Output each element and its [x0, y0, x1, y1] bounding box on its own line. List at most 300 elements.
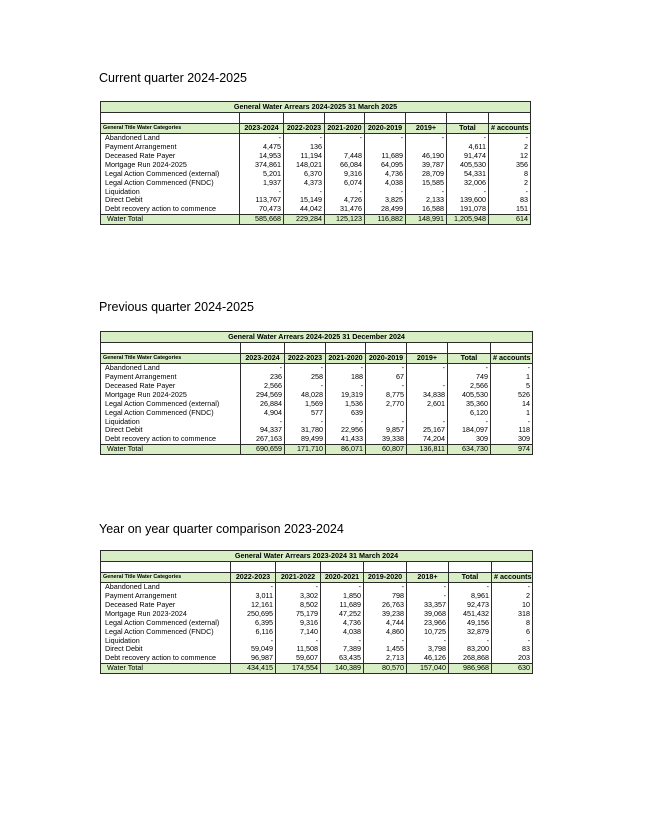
- spacer-cell: [285, 343, 326, 354]
- value-cell: 267,163: [241, 435, 285, 444]
- value-cell: 151: [489, 205, 531, 214]
- value-cell: -: [365, 187, 406, 196]
- value-cell: 2: [489, 143, 531, 152]
- value-cell: 74,204: [407, 435, 448, 444]
- spacer-cell: [284, 113, 325, 124]
- value-cell: 191,078: [447, 205, 489, 214]
- value-cell: 118: [491, 426, 533, 435]
- value-cell: 3,011: [231, 592, 276, 601]
- value-cell: 92,473: [449, 601, 492, 610]
- spacer-row: [101, 113, 531, 124]
- value-cell: 11,194: [284, 152, 325, 161]
- value-cell: 1,569: [285, 400, 326, 409]
- total-value: 140,389: [321, 664, 364, 674]
- value-cell: -: [491, 364, 533, 373]
- value-cell: 1,850: [321, 592, 364, 601]
- value-cell: 8: [492, 619, 533, 628]
- value-cell: 83: [492, 645, 533, 654]
- value-cell: -: [407, 592, 449, 601]
- value-cell: 203: [492, 654, 533, 663]
- table-row: [101, 627, 533, 636]
- total-value: 690,659: [241, 445, 285, 455]
- value-cell: 258: [285, 373, 326, 382]
- value-cell: -: [364, 583, 407, 592]
- value-cell: 2: [489, 178, 531, 187]
- total-row: [101, 215, 531, 225]
- value-cell: -: [326, 417, 366, 426]
- table-title-row: [101, 332, 533, 343]
- value-cell: 25,167: [407, 426, 448, 435]
- value-cell: -: [449, 583, 492, 592]
- value-cell: -: [321, 636, 364, 645]
- value-cell: -: [326, 382, 366, 391]
- value-cell: 59,049: [231, 645, 276, 654]
- category-cell: Liquidation: [101, 636, 231, 645]
- table-row: [101, 143, 531, 152]
- column-header: 2022-2023: [231, 573, 276, 583]
- value-cell: 46,126: [407, 654, 449, 663]
- value-cell: 6,120: [448, 408, 491, 417]
- value-cell: 4,475: [240, 143, 284, 152]
- value-cell: 2,770: [366, 400, 407, 409]
- table-row: [101, 161, 531, 170]
- value-cell: 64,095: [365, 161, 406, 170]
- value-cell: 1: [491, 373, 533, 382]
- category-cell: Deceased Rate Payer: [101, 382, 241, 391]
- value-cell: [406, 143, 447, 152]
- value-cell: 451,432: [449, 610, 492, 619]
- spacer-cell: [366, 343, 407, 354]
- value-cell: -: [407, 417, 448, 426]
- header-row: [101, 354, 533, 364]
- total-value: 229,284: [284, 215, 325, 225]
- value-cell: 16,588: [406, 205, 447, 214]
- value-cell: 8: [489, 170, 531, 179]
- category-cell: Direct Debit: [101, 196, 240, 205]
- category-cell: Mortgage Run 2024-2025: [101, 161, 240, 170]
- value-cell: 8,775: [366, 391, 407, 400]
- value-cell: 7,448: [325, 152, 365, 161]
- value-cell: -: [447, 187, 489, 196]
- category-cell: Debt recovery action to commence: [101, 435, 241, 444]
- header-row: [101, 124, 531, 134]
- column-header: Total: [449, 573, 492, 583]
- value-cell: 39,338: [366, 435, 407, 444]
- value-cell: 46,190: [406, 152, 447, 161]
- category-cell: Liquidation: [101, 187, 240, 196]
- spacer-cell: [489, 113, 531, 124]
- value-cell: 19,319: [326, 391, 366, 400]
- value-cell: 184,097: [448, 426, 491, 435]
- value-cell: 2,566: [448, 382, 491, 391]
- spacer-cell: [231, 562, 276, 573]
- total-row: [101, 664, 533, 674]
- value-cell: 7,140: [276, 627, 321, 636]
- table-row: [101, 610, 533, 619]
- column-header: 2019+: [406, 124, 447, 134]
- total-value: 125,123: [325, 215, 365, 225]
- value-cell: 309: [448, 435, 491, 444]
- column-header: # accounts: [492, 573, 533, 583]
- value-cell: -: [240, 134, 284, 143]
- value-cell: -: [325, 134, 365, 143]
- table-row: [101, 196, 531, 205]
- category-cell: Legal Action Commenced (FNDC): [101, 408, 241, 417]
- column-header: 2023-2024: [241, 354, 285, 364]
- value-cell: 2,566: [241, 382, 285, 391]
- value-cell: 75,179: [276, 610, 321, 619]
- spacer-cell: [101, 113, 240, 124]
- value-cell: 4,860: [364, 627, 407, 636]
- value-cell: -: [447, 134, 489, 143]
- value-cell: -: [240, 187, 284, 196]
- value-cell: [365, 143, 406, 152]
- column-header: 2019+: [407, 354, 448, 364]
- value-cell: 39,787: [406, 161, 447, 170]
- spacer-cell: [365, 113, 406, 124]
- section-heading: Current quarter 2024-2025: [99, 71, 248, 85]
- value-cell: 6,370: [284, 170, 325, 179]
- column-header: Total: [447, 124, 489, 134]
- spacer-cell: [101, 562, 231, 573]
- value-cell: -: [231, 583, 276, 592]
- value-cell: 1,455: [364, 645, 407, 654]
- table-title-row: [101, 102, 531, 113]
- value-cell: 70,473: [240, 205, 284, 214]
- total-value: 614: [489, 215, 531, 225]
- value-cell: -: [449, 636, 492, 645]
- value-cell: -: [276, 583, 321, 592]
- column-header: 2020-2019: [365, 124, 406, 134]
- category-cell: Abandoned Land: [101, 134, 240, 143]
- category-cell: Deceased Rate Payer: [101, 601, 231, 610]
- value-cell: 10,725: [407, 627, 449, 636]
- value-cell: 49,156: [449, 619, 492, 628]
- spacer-cell: [406, 113, 447, 124]
- spacer-cell: [240, 113, 284, 124]
- value-cell: 7,389: [321, 645, 364, 654]
- total-value: 434,415: [231, 664, 276, 674]
- category-cell: Payment Arrangement: [101, 592, 231, 601]
- value-cell: 39,238: [364, 610, 407, 619]
- value-cell: 10: [492, 601, 533, 610]
- column-header: 2022-2023: [284, 124, 325, 134]
- value-cell: -: [276, 636, 321, 645]
- total-value: 148,991: [406, 215, 447, 225]
- value-cell: 136: [284, 143, 325, 152]
- value-cell: 5: [491, 382, 533, 391]
- value-cell: 28,709: [406, 170, 447, 179]
- spacer-cell: [326, 343, 366, 354]
- table-row: [101, 152, 531, 161]
- value-cell: 15,585: [406, 178, 447, 187]
- category-cell: Liquidation: [101, 417, 241, 426]
- value-cell: -: [366, 382, 407, 391]
- total-value: 60,807: [366, 445, 407, 455]
- category-cell: Legal Action Commenced (external): [101, 619, 231, 628]
- value-cell: -: [364, 636, 407, 645]
- value-cell: -: [285, 364, 326, 373]
- spacer-cell: [407, 343, 448, 354]
- table-row: [101, 373, 533, 382]
- column-header: General Title Water Categories: [101, 354, 241, 364]
- total-value: 86,071: [326, 445, 366, 455]
- value-cell: 83,200: [449, 645, 492, 654]
- table-row: [101, 435, 533, 444]
- value-cell: 526: [491, 391, 533, 400]
- value-cell: 3,825: [365, 196, 406, 205]
- value-cell: 91,474: [447, 152, 489, 161]
- value-cell: 113,767: [240, 196, 284, 205]
- value-cell: 639: [326, 408, 366, 417]
- spacer-cell: [101, 343, 241, 354]
- value-cell: 39,068: [407, 610, 449, 619]
- value-cell: 4,736: [365, 170, 406, 179]
- value-cell: 12: [489, 152, 531, 161]
- spacer-cell: [448, 343, 491, 354]
- value-cell: 374,861: [240, 161, 284, 170]
- value-cell: 9,316: [276, 619, 321, 628]
- value-cell: 11,508: [276, 645, 321, 654]
- table-row: [101, 408, 533, 417]
- value-cell: -: [366, 364, 407, 373]
- header-row: [101, 573, 533, 583]
- value-cell: -: [366, 417, 407, 426]
- value-cell: 14: [491, 400, 533, 409]
- table-row: [101, 636, 533, 645]
- value-cell: 6: [492, 627, 533, 636]
- total-label: Water Total: [101, 445, 241, 455]
- value-cell: 96,987: [231, 654, 276, 663]
- value-cell: 63,435: [321, 654, 364, 663]
- value-cell: 8,961: [449, 592, 492, 601]
- column-header: General Title Water Categories: [101, 124, 240, 134]
- value-cell: 294,569: [241, 391, 285, 400]
- total-value: 630: [492, 664, 533, 674]
- total-value: 974: [491, 445, 533, 455]
- value-cell: 4,736: [321, 619, 364, 628]
- table-row: [101, 601, 533, 610]
- value-cell: 14,953: [240, 152, 284, 161]
- column-header: 2022-2023: [285, 354, 326, 364]
- value-cell: -: [448, 364, 491, 373]
- table-row: [101, 170, 531, 179]
- spacer-cell: [364, 562, 407, 573]
- value-cell: -: [326, 364, 366, 373]
- table-row: [101, 178, 531, 187]
- value-cell: 2,133: [406, 196, 447, 205]
- value-cell: 4,904: [241, 408, 285, 417]
- value-cell: 4,373: [284, 178, 325, 187]
- total-value: 157,040: [407, 664, 449, 674]
- category-cell: Direct Debit: [101, 426, 241, 435]
- value-cell: 1: [491, 408, 533, 417]
- table-row: [101, 417, 533, 426]
- column-header: # accounts: [491, 354, 533, 364]
- value-cell: 9,857: [366, 426, 407, 435]
- section-heading: Year on year quarter comparison 2023-2024: [99, 522, 344, 536]
- total-value: 136,811: [407, 445, 448, 455]
- value-cell: -: [231, 636, 276, 645]
- table-row: [101, 205, 531, 214]
- value-cell: 89,499: [285, 435, 326, 444]
- table-row: [101, 583, 533, 592]
- value-cell: 31,780: [285, 426, 326, 435]
- value-cell: 4,611: [447, 143, 489, 152]
- value-cell: 12,161: [231, 601, 276, 610]
- table-row: [101, 654, 533, 663]
- value-cell: -: [406, 187, 447, 196]
- value-cell: 318: [492, 610, 533, 619]
- value-cell: 188: [326, 373, 366, 382]
- spacer-cell: [491, 343, 533, 354]
- category-cell: Deceased Rate Payer: [101, 152, 240, 161]
- value-cell: -: [321, 583, 364, 592]
- value-cell: -: [325, 187, 365, 196]
- value-cell: 236: [241, 373, 285, 382]
- value-cell: 9,316: [325, 170, 365, 179]
- value-cell: -: [489, 134, 531, 143]
- value-cell: 83: [489, 196, 531, 205]
- table-row: [101, 187, 531, 196]
- category-cell: Abandoned Land: [101, 583, 231, 592]
- section-heading: Previous quarter 2024-2025: [99, 300, 254, 314]
- value-cell: 15,149: [284, 196, 325, 205]
- value-cell: 44,042: [284, 205, 325, 214]
- value-cell: 139,600: [447, 196, 489, 205]
- value-cell: 798: [364, 592, 407, 601]
- column-header: 2020-2021: [321, 573, 364, 583]
- value-cell: 22,956: [326, 426, 366, 435]
- value-cell: 5,201: [240, 170, 284, 179]
- value-cell: 32,879: [449, 627, 492, 636]
- column-header: # accounts: [489, 124, 531, 134]
- spacer-cell: [492, 562, 533, 573]
- category-cell: Legal Action Commenced (FNDC): [101, 178, 240, 187]
- value-cell: -: [407, 364, 448, 373]
- value-cell: 577: [285, 408, 326, 417]
- value-cell: 749: [448, 373, 491, 382]
- spacer-cell: [407, 562, 449, 573]
- category-cell: Debt recovery action to commence: [101, 654, 231, 663]
- column-header: 2021-2020: [325, 124, 365, 134]
- total-label: Water Total: [101, 664, 231, 674]
- table-row: [101, 645, 533, 654]
- value-cell: 6,074: [325, 178, 365, 187]
- spacer-cell: [321, 562, 364, 573]
- value-cell: 3,302: [276, 592, 321, 601]
- value-cell: 309: [491, 435, 533, 444]
- category-cell: Payment Arrangement: [101, 373, 241, 382]
- column-header: General Title Water Categories: [101, 573, 231, 583]
- value-cell: 31,476: [325, 205, 365, 214]
- total-label: Water Total: [101, 215, 240, 225]
- table-title-row: [101, 551, 533, 562]
- value-cell: 67: [366, 373, 407, 382]
- value-cell: -: [448, 417, 491, 426]
- value-cell: 2,601: [407, 400, 448, 409]
- value-cell: -: [241, 364, 285, 373]
- value-cell: 32,006: [447, 178, 489, 187]
- value-cell: -: [284, 187, 325, 196]
- value-cell: 11,689: [365, 152, 406, 161]
- value-cell: -: [489, 187, 531, 196]
- value-cell: [366, 408, 407, 417]
- table-row: [101, 382, 533, 391]
- table-row: [101, 391, 533, 400]
- value-cell: -: [407, 636, 449, 645]
- value-cell: 8,502: [276, 601, 321, 610]
- value-cell: 66,084: [325, 161, 365, 170]
- value-cell: 2: [492, 592, 533, 601]
- table-title: General Water Arrears 2023-2024 31 March 2024: [101, 551, 533, 562]
- spacer-row: [101, 562, 533, 573]
- total-value: 986,968: [449, 664, 492, 674]
- total-value: 1,205,948: [447, 215, 489, 225]
- total-value: 116,882: [365, 215, 406, 225]
- table-row: [101, 592, 533, 601]
- value-cell: 4,744: [364, 619, 407, 628]
- value-cell: 41,433: [326, 435, 366, 444]
- table-row: [101, 400, 533, 409]
- value-cell: 405,530: [447, 161, 489, 170]
- value-cell: -: [492, 583, 533, 592]
- value-cell: 35,360: [448, 400, 491, 409]
- arrears-table: [100, 331, 533, 455]
- category-cell: Abandoned Land: [101, 364, 241, 373]
- value-cell: 23,966: [407, 619, 449, 628]
- category-cell: Debt recovery action to commence: [101, 205, 240, 214]
- value-cell: [325, 143, 365, 152]
- value-cell: 26,884: [241, 400, 285, 409]
- value-cell: 33,357: [407, 601, 449, 610]
- spacer-cell: [325, 113, 365, 124]
- value-cell: -: [285, 417, 326, 426]
- value-cell: 47,252: [321, 610, 364, 619]
- value-cell: -: [284, 134, 325, 143]
- value-cell: 4,038: [321, 627, 364, 636]
- value-cell: [407, 373, 448, 382]
- value-cell: -: [241, 417, 285, 426]
- column-header: Total: [448, 354, 491, 364]
- value-cell: -: [285, 382, 326, 391]
- column-header: 2021-2020: [326, 354, 366, 364]
- category-cell: Legal Action Commenced (FNDC): [101, 627, 231, 636]
- column-header: 2023-2024: [240, 124, 284, 134]
- value-cell: 405,530: [448, 391, 491, 400]
- category-cell: Direct Debit: [101, 645, 231, 654]
- spacer-cell: [241, 343, 285, 354]
- total-value: 634,730: [448, 445, 491, 455]
- table-row: [101, 364, 533, 373]
- value-cell: 34,838: [407, 391, 448, 400]
- spacer-cell: [447, 113, 489, 124]
- value-cell: 1,937: [240, 178, 284, 187]
- value-cell: -: [491, 417, 533, 426]
- column-header: 2021-2022: [276, 573, 321, 583]
- value-cell: 11,689: [321, 601, 364, 610]
- table-row: [101, 619, 533, 628]
- arrears-table: [100, 101, 531, 225]
- value-cell: 59,607: [276, 654, 321, 663]
- value-cell: 1,536: [326, 400, 366, 409]
- value-cell: [407, 408, 448, 417]
- value-cell: -: [407, 382, 448, 391]
- value-cell: 268,868: [449, 654, 492, 663]
- total-value: 171,710: [285, 445, 326, 455]
- value-cell: -: [365, 134, 406, 143]
- table-title: General Water Arrears 2024-2025 31 December 2024: [101, 332, 533, 343]
